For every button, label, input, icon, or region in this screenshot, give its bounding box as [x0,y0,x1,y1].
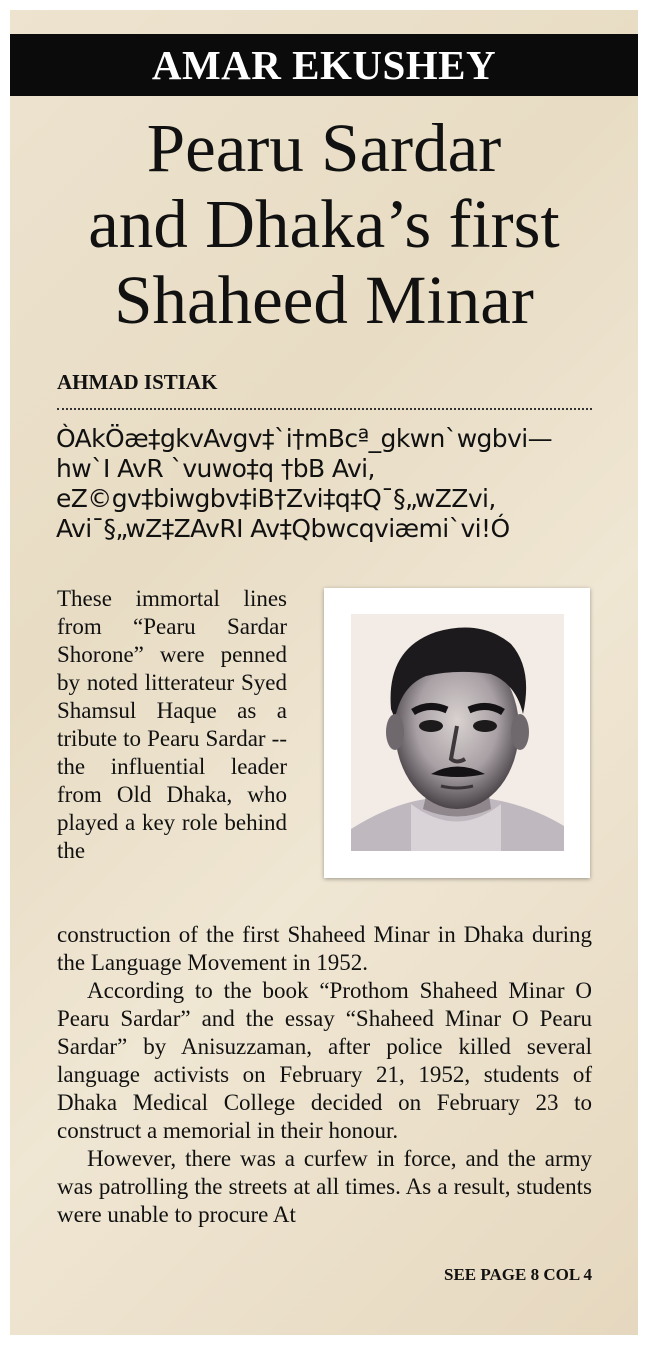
portrait-photo [351,614,564,851]
bengali-quote [56,424,601,544]
headline [10,110,638,338]
quote-line: Avi¯§„wZ‡ZAvRI Av‡Qbwcqviæmi`vi!Ó [56,514,510,543]
quote-line: ÒAkÖæ‡gkvAvgv‡`i†mBcª_gkwn`wgbvi— [56,424,553,453]
article-paragraph: According to the book “Prothom Shaheed Minar O Pearu Sardar” and the essay “Shaheed Minar O Pearu Sardar” by Anisuzzaman, after police killed several language activists on February 21, 1952, students of Dhaka Medical College decided on February 23 to construct a memorial in their honour. [57,978,592,1143]
headline-line: and Dhaka’s first [88,186,560,262]
byline: AHMAD ISTIAK [57,370,218,394]
quote-line: hw`I AvR `vuwo‡q †bB Avi, [56,454,375,483]
article-paragraph: construction of the first Shaheed Minar in Dhaka during the Language Movement in 1952. [57,922,592,975]
quote-line: eZ©gv‡biwgbv‡iB†Zvi‡q‡Q¯§„wZZvi, [56,484,496,513]
section-banner [10,34,638,96]
section-banner-title: AMAR EKUSHEY [151,42,497,88]
continuation-note: SEE PAGE 8 COL 4 [444,1265,592,1284]
headline-line: Shaheed Minar [114,262,534,338]
dotted-divider [57,408,592,410]
article-body [57,921,592,1229]
article-intro-column [57,585,287,865]
newspaper-page [10,10,638,1335]
article-paragraph: However, there was a curfew in force, and the army was patrolling the streets at all times. As a result, students were unable to procure At [57,1146,592,1227]
article-paragraph: These immortal lines from “Pearu Sardar Shorone” were penned by noted litterateur Syed Shamsul Haque as a tribute to Pearu Sardar -- the influential leader from Old Dhaka, who played a key role behind the [57,586,287,863]
headline-line: Pearu Sardar [146,110,502,186]
portrait-image [351,614,564,851]
portrait-photo-frame [324,588,590,878]
